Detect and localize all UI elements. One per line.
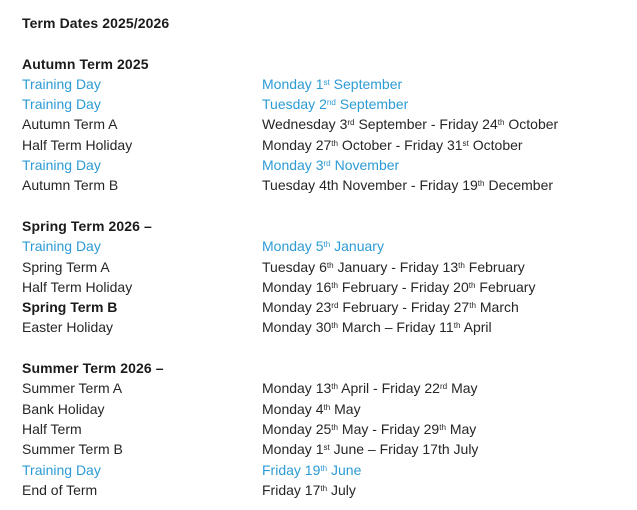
term-date: Tuesday 2nd September [262,96,409,113]
term-row [22,257,619,277]
term-label: Training Day [22,157,101,174]
term-date: Monday 25th May - Friday 29th May [262,420,477,437]
term-date: Monday 3rd November [262,157,400,174]
section-heading: Spring Term 2026 – [22,217,152,234]
term-label: Half Term Holiday [22,278,133,295]
term-label: Half Term [22,420,82,437]
term-date: Friday 17th July [262,481,356,498]
term-date: Monday 1st June – Friday 17th July [262,441,479,458]
term-date: Monday 23rd February - Friday 27th March [262,299,519,316]
term-date: Wednesday 3rd September - Friday 24th October [262,116,559,133]
term-date: Monday 5th January [262,238,384,255]
term-date: Monday 4th May [262,400,361,417]
term-date: Monday 27th October - Friday 31st October [262,136,523,153]
term-row [22,399,619,419]
section-summer-term [22,358,619,500]
term-row [22,378,619,398]
term-label: Summer Term B [22,441,123,458]
term-row [22,439,619,459]
term-row [22,175,619,195]
term-row [22,94,619,114]
term-label: Training Day [22,461,101,478]
term-row [22,155,619,175]
term-date: Monday 13th April - Friday 22rd May [262,380,478,397]
term-label: Autumn Term A [22,116,118,133]
term-date: Friday 19th June [262,461,362,478]
term-row [22,236,619,256]
term-row [22,460,619,480]
term-row [22,480,619,500]
term-label: End of Term [22,481,98,498]
term-label: Training Day [22,96,101,113]
section-spring-term [22,216,619,338]
term-label: Easter Holiday [22,319,114,336]
term-label: Training Day [22,238,101,255]
term-row [22,114,619,134]
term-row [22,419,619,439]
term-label: Spring Term A [22,258,110,275]
term-row [22,74,619,94]
term-label: Half Term Holiday [22,136,133,153]
term-date: Tuesday 4th November - Friday 19th December [262,177,554,194]
term-label: Spring Term B [22,299,118,316]
term-row [22,135,619,155]
term-row [22,277,619,297]
term-label: Training Day [22,75,101,92]
term-label: Bank Holiday [22,400,105,417]
term-row [22,297,619,317]
term-date: Monday 1st September [262,75,403,92]
term-date: Tuesday 6th January - Friday 13th February [262,258,525,275]
term-date: Monday 30th March – Friday 11th April [262,319,492,336]
page-title: Term Dates 2025/2026 [22,15,170,31]
section-heading: Autumn Term 2025 [22,55,149,72]
term-label: Autumn Term B [22,177,119,194]
term-label: Summer Term A [22,380,123,397]
term-row [22,317,619,337]
section-heading: Summer Term 2026 – [22,360,164,377]
section-autumn-term [22,54,619,196]
term-date: Monday 16th February - Friday 20th February [262,278,536,295]
